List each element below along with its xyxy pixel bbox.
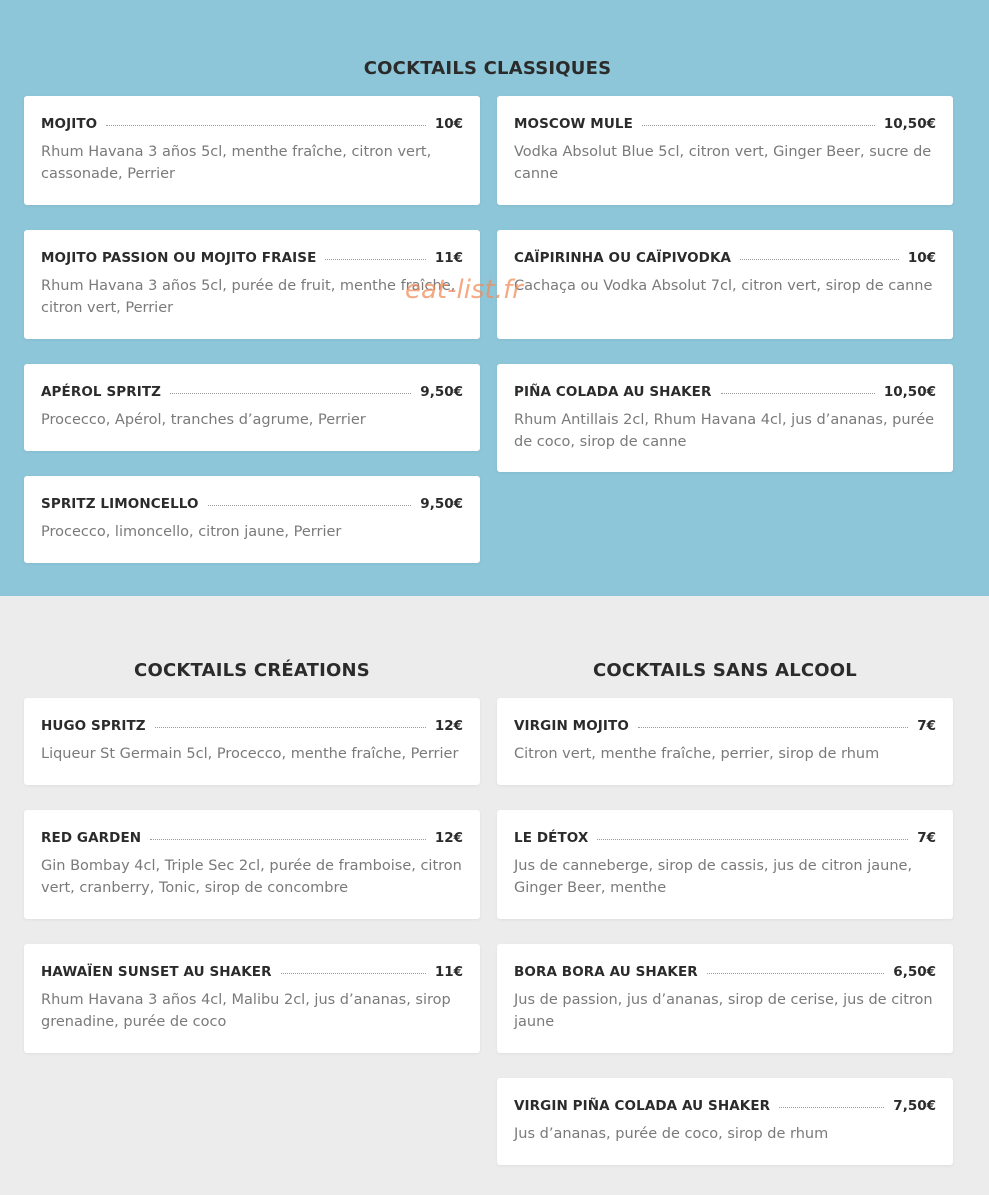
dotted-leader	[642, 125, 875, 126]
menu-item-card	[497, 230, 953, 339]
dotted-leader	[170, 393, 411, 394]
menu-item-card	[497, 364, 953, 472]
menu-item-card	[497, 1078, 953, 1165]
item-name: RED GARDEN	[41, 830, 142, 846]
item-name: MOSCOW MULE	[514, 116, 633, 132]
menu-item-card	[24, 810, 480, 919]
menu-item-card	[24, 96, 480, 205]
menu-item-card	[24, 944, 480, 1053]
item-name: PIÑA COLADA AU SHAKER	[514, 384, 712, 400]
menu-item-card	[24, 476, 480, 563]
item-description: Procecco, Apérol, tranches d’agrume, Perrier	[41, 412, 366, 428]
item-price: 6,50€	[893, 964, 936, 980]
item-price: 7€	[917, 718, 936, 734]
item-description: Gin Bombay 4cl, Triple Sec 2cl, purée de framboise, citron vert, cranberry, Tonic, sirop de concombre	[41, 858, 462, 896]
menu-item-card	[24, 364, 480, 451]
item-description: Jus d’ananas, purée de coco, sirop de rhum	[514, 1126, 829, 1142]
item-description: Liqueur St Germain 5cl, Procecco, menthe fraîche, Perrier	[41, 746, 459, 762]
item-price: 11€	[434, 964, 463, 980]
item-description: Rhum Havana 3 años 4cl, Malibu 2cl, jus d’ananas, sirop grenadine, purée de coco	[41, 992, 451, 1030]
item-description: Jus de passion, jus d’ananas, sirop de cerise, jus de citron jaune	[514, 992, 933, 1030]
dotted-leader	[150, 839, 426, 840]
item-description: Cachaça ou Vodka Absolut 7cl, citron vert, sirop de canne	[514, 278, 933, 294]
item-name: LE DÉTOX	[514, 830, 589, 846]
item-description: Rhum Havana 3 años 5cl, menthe fraîche, citron vert, cassonade, Perrier	[41, 144, 432, 182]
dotted-leader	[597, 839, 908, 840]
menu-item-card	[24, 230, 480, 339]
item-name: MOJITO	[41, 116, 98, 132]
menu-item-card	[497, 944, 953, 1053]
menu-item-card	[497, 698, 953, 785]
item-description: Rhum Havana 3 años 5cl, purée de fruit, menthe fraîche, citron vert, Perrier	[41, 278, 456, 316]
item-name: VIRGIN MOJITO	[514, 718, 629, 734]
menu-item-card	[497, 96, 953, 205]
item-price: 10€	[434, 116, 463, 132]
creations-heading: COCKTAILS CRÉATIONS	[134, 660, 370, 681]
item-price: 10,50€	[883, 384, 936, 400]
item-price: 11€	[434, 250, 463, 266]
dotted-leader	[779, 1107, 884, 1108]
item-name: HAWAÏEN SUNSET AU SHAKER	[41, 964, 272, 980]
classiques-heading: COCKTAILS CLASSIQUES	[363, 58, 612, 79]
item-price: 7,50€	[893, 1098, 936, 1114]
item-price: 12€	[434, 718, 463, 734]
menu-item-card	[24, 698, 480, 785]
item-price: 7€	[917, 830, 936, 846]
item-price: 10€	[907, 250, 936, 266]
sans-alcool-heading: COCKTAILS SANS ALCOOL	[593, 660, 857, 681]
item-price: 12€	[434, 830, 463, 846]
dotted-leader	[707, 973, 885, 974]
menu-item-card	[497, 810, 953, 919]
item-name: CAÏPIRINHA OU CAÏPIVODKA	[514, 250, 732, 266]
dotted-leader	[325, 259, 425, 260]
item-name: HUGO SPRITZ	[41, 718, 146, 734]
item-description: Procecco, limoncello, citron jaune, Perrier	[41, 524, 342, 540]
item-price: 9,50€	[420, 496, 463, 512]
item-description: Vodka Absolut Blue 5cl, citron vert, Ginger Beer, sucre de canne	[514, 144, 932, 182]
watermark: eat-list.fr	[405, 275, 523, 305]
item-name: VIRGIN PIÑA COLADA AU SHAKER	[514, 1098, 771, 1114]
dotted-leader	[740, 259, 899, 260]
dotted-leader	[106, 125, 426, 126]
item-name: BORA BORA AU SHAKER	[514, 964, 698, 980]
item-name: MOJITO PASSION OU MOJITO FRAISE	[41, 250, 317, 266]
item-price: 10,50€	[883, 116, 936, 132]
item-description: Jus de canneberge, sirop de cassis, jus de citron jaune, Ginger Beer, menthe	[514, 858, 913, 896]
dotted-leader	[155, 727, 426, 728]
item-name: APÉROL SPRITZ	[41, 384, 162, 400]
dotted-leader	[281, 973, 426, 974]
dotted-leader	[638, 727, 908, 728]
item-description: Rhum Antillais 2cl, Rhum Havana 4cl, jus d’ananas, purée de coco, sirop de canne	[514, 412, 935, 450]
item-name: SPRITZ LIMONCELLO	[41, 496, 199, 512]
item-price: 9,50€	[420, 384, 463, 400]
dotted-leader	[721, 393, 875, 394]
item-description: Citron vert, menthe fraîche, perrier, sirop de rhum	[514, 746, 880, 762]
dotted-leader	[208, 505, 412, 506]
